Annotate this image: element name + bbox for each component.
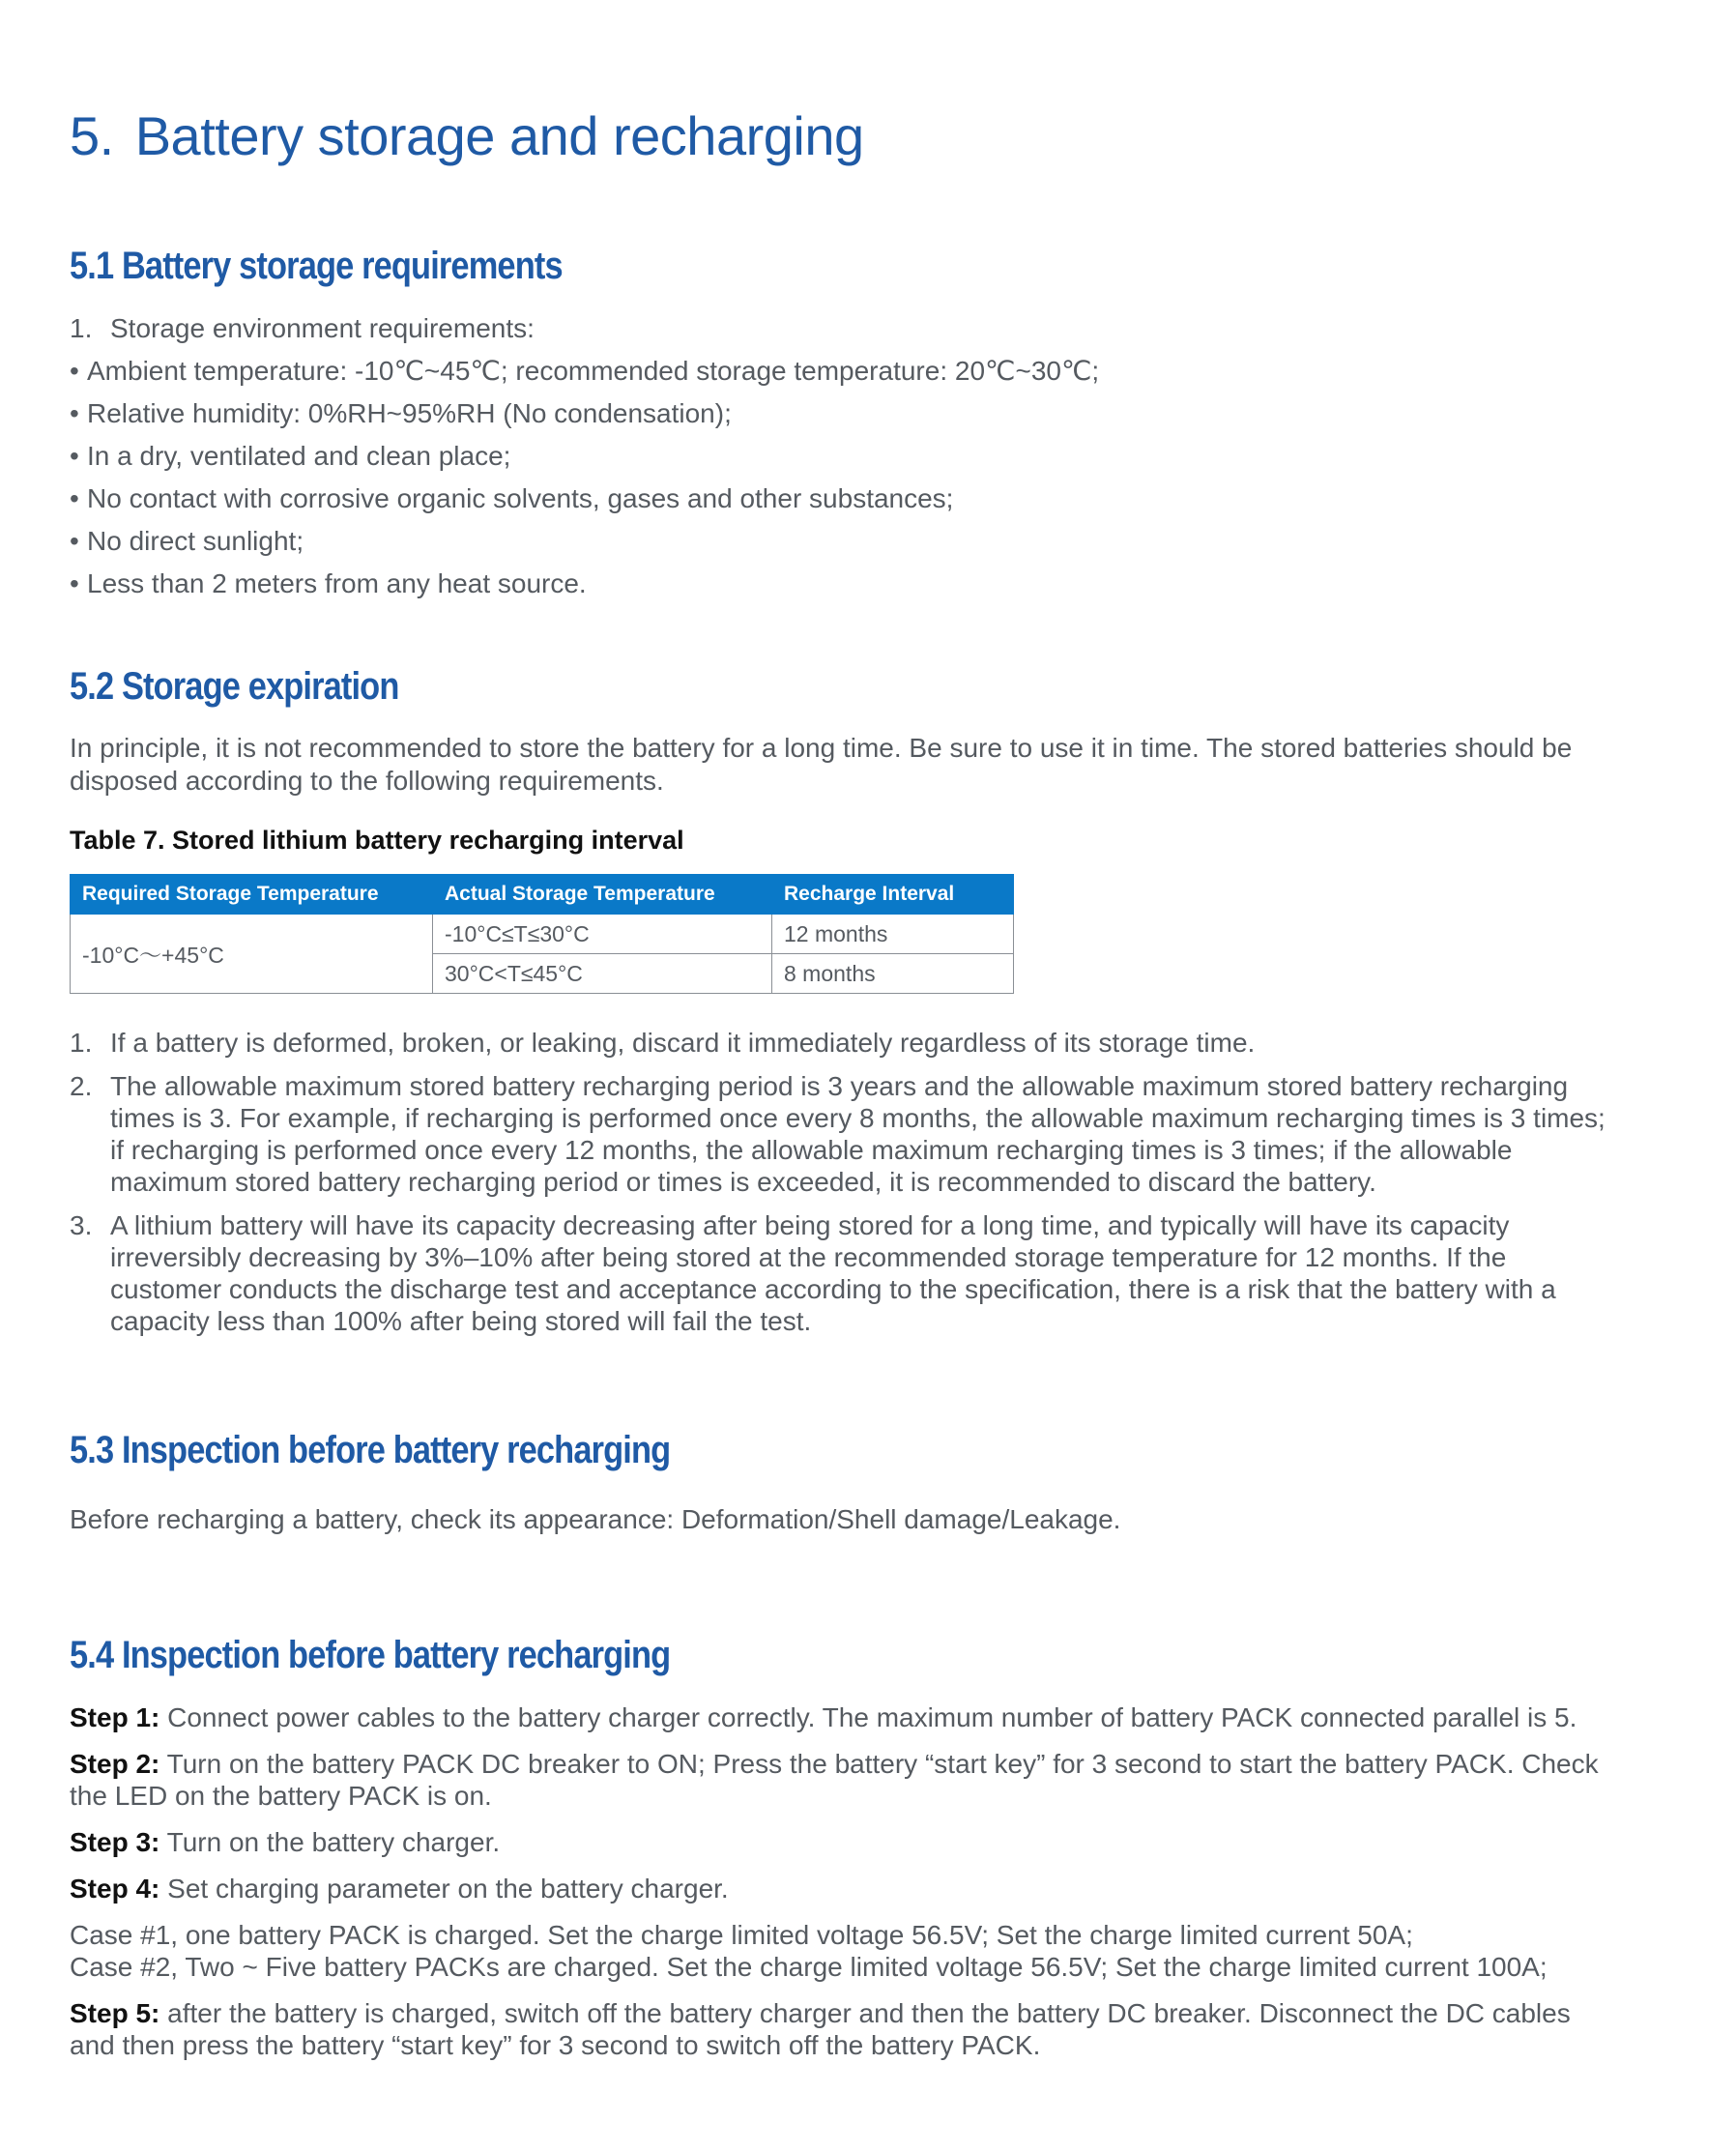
case-1: Case #1, one battery PACK is charged. Set the charge limited voltage 56.5V; Set the charge limited current 50A; <box>70 1920 1413 1950</box>
list-item <box>70 1209 1616 1337</box>
section-5-3-title: 5.3 Inspection before battery recharging <box>70 1429 671 1471</box>
case-2: Case #2, Two ~ Five battery PACKs are charged. Set the charge limited voltage 56.5V; Set the charge limited current 100A; <box>70 1952 1548 1982</box>
list-item-text: Less than 2 meters from any heat source. <box>87 568 587 598</box>
list-number: 1. <box>70 313 93 343</box>
step-label: Step 2: <box>70 1749 160 1779</box>
list-item-text: Ambient temperature: -10℃~45℃; recommended storage temperature: 20℃~30℃; <box>87 356 1100 386</box>
table-caption: Table 7. Stored lithium battery recharging interval <box>70 826 684 855</box>
storage-intro: In principle, it is not recommended to store the battery for a long time. Be sure to use it in time. The stored batteries should be disposed according to the following requirements. <box>70 733 1573 796</box>
list-item-text: Relative humidity: 0%RH~95%RH (No condensation); <box>87 398 732 428</box>
step-label: Step 4: <box>70 1874 160 1904</box>
list-number: 3. <box>70 1210 93 1240</box>
list-item <box>70 520 1099 563</box>
step-1 <box>70 1701 1616 1733</box>
step-4 <box>70 1873 1616 1904</box>
required-temp-cell: -10°C～+45°C <box>71 915 433 994</box>
list-number: 2. <box>70 1071 93 1101</box>
list-item <box>70 563 1099 605</box>
list-item <box>70 392 1099 435</box>
table-header-row <box>71 875 1014 915</box>
list-item <box>70 435 1099 478</box>
step-text: Set charging parameter on the battery charger. <box>159 1874 729 1904</box>
list-item-text: No contact with corrosive organic solvents, gases and other substances; <box>87 483 954 513</box>
step-label: Step 1: <box>70 1702 160 1732</box>
list-item-text: In a dry, ventilated and clean place; <box>87 441 511 471</box>
step-3 <box>70 1826 1616 1858</box>
chapter-number: 5. <box>70 105 114 166</box>
chapter-title-text: Battery storage and recharging <box>134 105 864 166</box>
list-item-text: The allowable maximum stored battery recharging period is 3 years and the allowable maximum stored battery recharging times is 3. For example, if recharging is performed once every 8 months, the allowable maximum recharging times is 3 times; if recharging is performed once every 12 months, the allowable maximum recharging times is 3 times; if the allowable maximum stored battery recharging period or times is exceeded, it is recommended to discard the battery. <box>110 1071 1606 1197</box>
cases <box>70 1919 1616 1983</box>
storage-rules-list <box>70 1027 1616 1349</box>
interval-cell: 8 months <box>772 954 1014 994</box>
list-number: 1. <box>70 1028 93 1058</box>
step-text: after the battery is charged, switch off the battery charger and then the battery DC breaker. Disconnect the DC cables and then press the battery “start key” for 3 second to switch off the battery PACK. <box>70 1998 1571 2060</box>
actual-temp-cell: -10°C≤T≤30°C <box>433 915 772 954</box>
bullet-icon: • <box>70 526 79 556</box>
storage-requirements-list <box>70 307 1099 605</box>
list-item-text: Storage environment requirements: <box>110 313 535 343</box>
list-item-text: A lithium battery will have its capacity decreasing after being stored for a long time, and typically will have its capacity irreversibly decreasing by 3%–10% after being stored at the recommended storage temperature for 12 months. If the customer conducts the discharge test and acceptance according to the specification, there is a risk that the battery with a capacity less than 100% after being stored will fail the test. <box>110 1210 1556 1336</box>
actual-temp-cell: 30°C<T≤45°C <box>433 954 772 994</box>
column-header: Required Storage Temperature <box>71 875 433 915</box>
interval-cell: 12 months <box>772 915 1014 954</box>
step-5 <box>70 1997 1616 2061</box>
recharge-steps <box>70 1701 1616 2076</box>
list-item <box>70 1027 1616 1059</box>
step-text: Turn on the battery PACK DC breaker to ON; Press the battery “start key” for 3 second to start the battery PACK. Check the LED on the battery PACK is on. <box>70 1749 1599 1811</box>
section-5-2-title: 5.2 Storage expiration <box>70 665 399 708</box>
section-5-1-title: 5.1 Battery storage requirements <box>70 245 563 287</box>
bullet-icon: • <box>70 568 79 598</box>
step-text: Turn on the battery charger. <box>159 1827 501 1857</box>
inspection-text: Before recharging a battery, check its appearance: Deformation/Shell damage/Leakage. <box>70 1504 1121 1534</box>
bullet-icon: • <box>70 483 79 513</box>
list-item <box>70 350 1099 392</box>
list-item <box>70 307 1099 350</box>
chapter-title <box>70 104 864 167</box>
bullet-icon: • <box>70 398 79 428</box>
recharge-interval-table <box>70 874 1014 994</box>
step-label: Step 3: <box>70 1827 160 1857</box>
bullet-icon: • <box>70 441 79 471</box>
step-label: Step 5: <box>70 1998 160 2028</box>
list-item <box>70 1070 1616 1198</box>
table-row <box>71 915 1014 954</box>
list-item-text: If a battery is deformed, broken, or leaking, discard it immediately regardless of its storage time. <box>110 1028 1256 1058</box>
step-text: Connect power cables to the battery charger correctly. The maximum number of battery PACK connected parallel is 5. <box>159 1702 1577 1732</box>
bullet-icon: • <box>70 356 79 386</box>
step-2 <box>70 1748 1616 1812</box>
list-item-text: No direct sunlight; <box>87 526 304 556</box>
section-5-4-title: 5.4 Inspection before battery recharging <box>70 1634 671 1676</box>
list-item <box>70 478 1099 520</box>
column-header: Recharge Interval <box>772 875 1014 915</box>
column-header: Actual Storage Temperature <box>433 875 772 915</box>
